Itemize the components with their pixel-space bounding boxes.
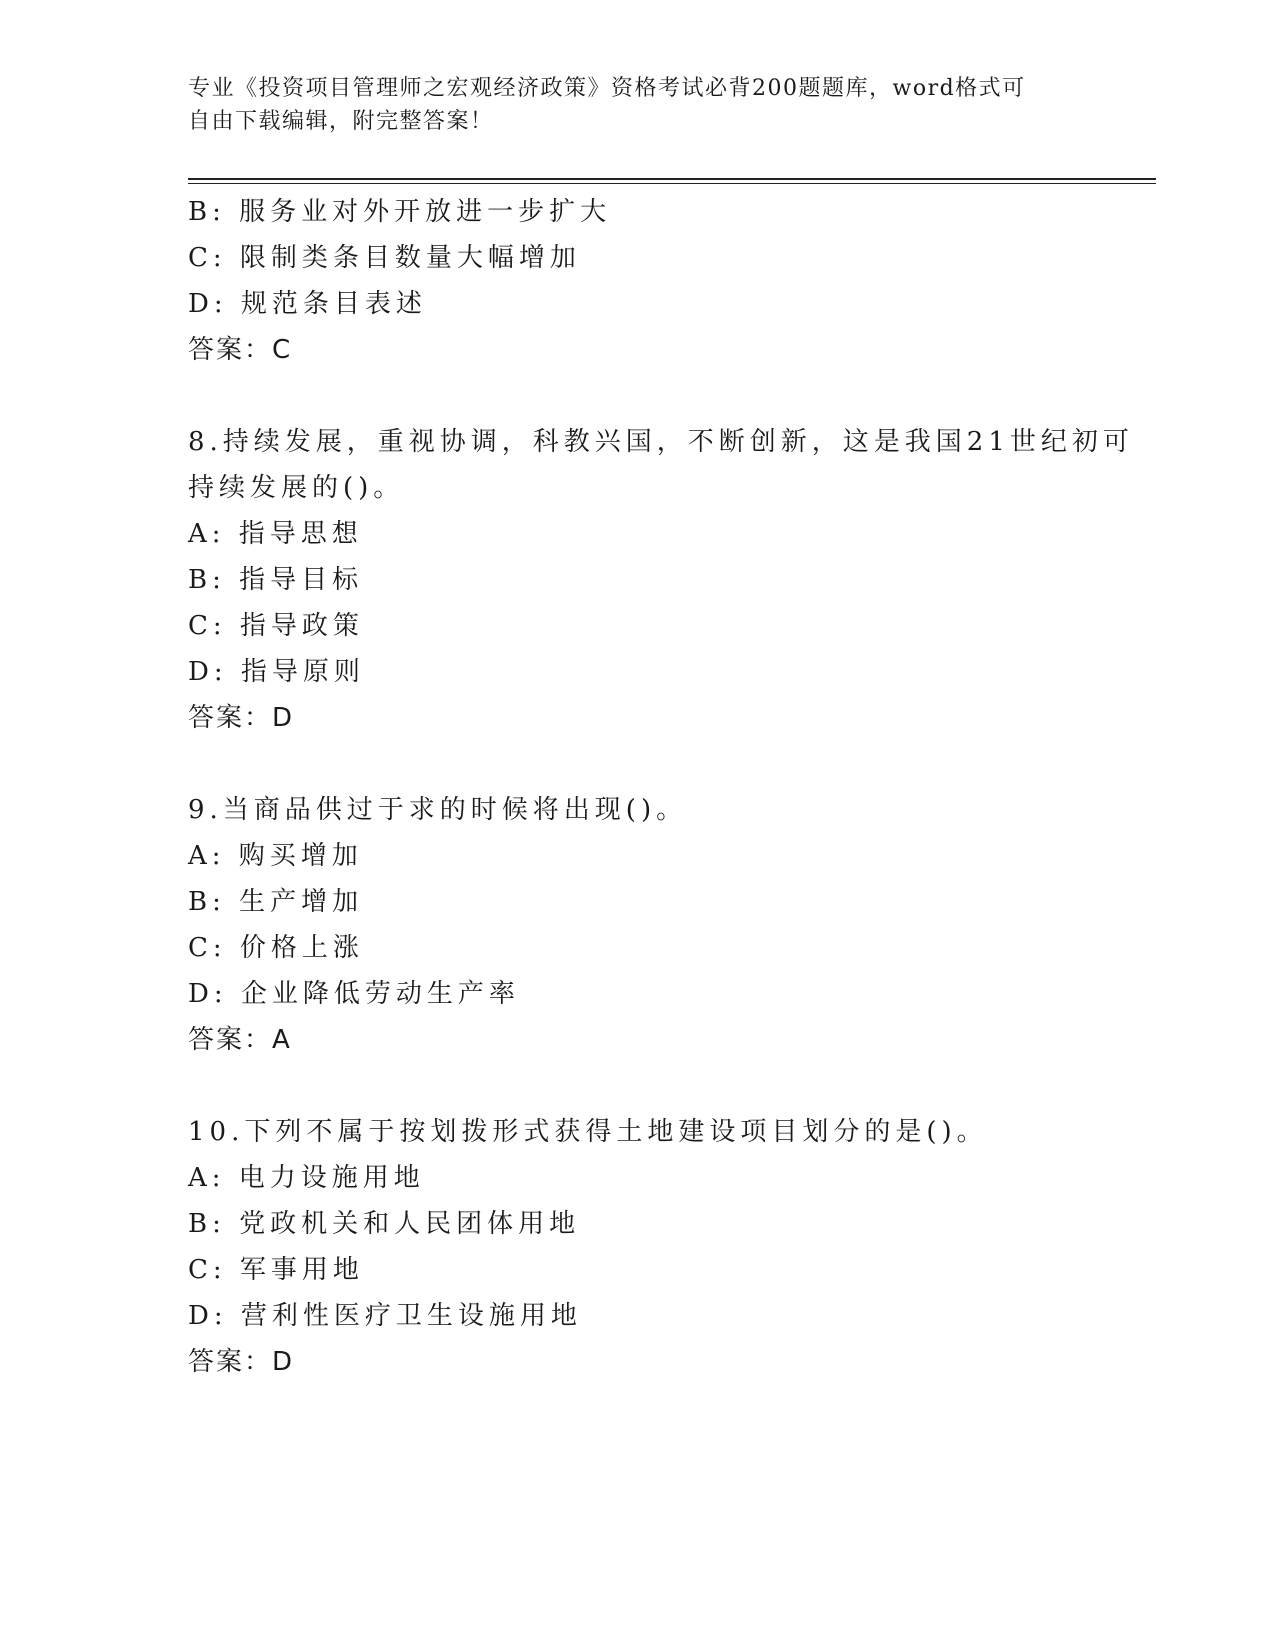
option-a: A: 指导思想 [188, 519, 363, 549]
option-d: D: 企业降低劳动生产率 [188, 979, 520, 1009]
option-b: B: 党政机关和人民团体用地 [188, 1209, 581, 1239]
question-8 [188, 419, 1148, 741]
option-b: B: 指导目标 [188, 565, 364, 595]
answer: 答案：C [188, 335, 293, 365]
question-9 [188, 787, 1148, 1063]
question-7 [188, 189, 1148, 373]
header-line-1: 专业《投资项目管理师之宏观经济政策》资格考试必背200题题库，word格式可 [188, 76, 1026, 101]
document-header [188, 72, 1088, 138]
question-stem: 9.当商品供过于求的时候将出现()。 [188, 795, 688, 825]
option-a: A: 电力设施用地 [188, 1163, 425, 1193]
question-stem: 8.持续发展，重视协调，科教兴国，不断创新，这是我国21世纪初可 [188, 427, 1134, 457]
option-c: C: 价格上涨 [188, 933, 364, 963]
answer: 答案：D [188, 1347, 295, 1377]
spacer [188, 741, 1148, 787]
question-list [188, 189, 1148, 1385]
option-b: B: 服务业对外开放进一步扩大 [188, 197, 612, 227]
option-c: C: 指导政策 [188, 611, 364, 641]
spacer [188, 373, 1148, 419]
question-stem-continued: 持续发展的()。 [188, 473, 405, 503]
header-divider-thick [188, 178, 1156, 180]
option-c: C: 军事用地 [188, 1255, 364, 1285]
option-c: C: 限制类条目数量大幅增加 [188, 243, 581, 273]
option-d: D: 营利性医疗卫生设施用地 [188, 1301, 582, 1331]
header-line-2: 自由下载编辑，附完整答案！ [188, 109, 494, 134]
question-10 [188, 1109, 1148, 1385]
option-b: B: 生产增加 [188, 887, 364, 917]
option-d: D: 指导原则 [188, 657, 365, 687]
option-a: A: 购买增加 [188, 841, 363, 871]
answer: 答案：D [188, 703, 295, 733]
header-divider-thin [188, 183, 1156, 184]
spacer [188, 1063, 1148, 1109]
option-d: D: 规范条目表述 [188, 289, 427, 319]
question-stem: 10.下列不属于按划拨形式获得土地建设项目划分的是()。 [188, 1117, 988, 1147]
answer: 答案：A [188, 1025, 292, 1055]
